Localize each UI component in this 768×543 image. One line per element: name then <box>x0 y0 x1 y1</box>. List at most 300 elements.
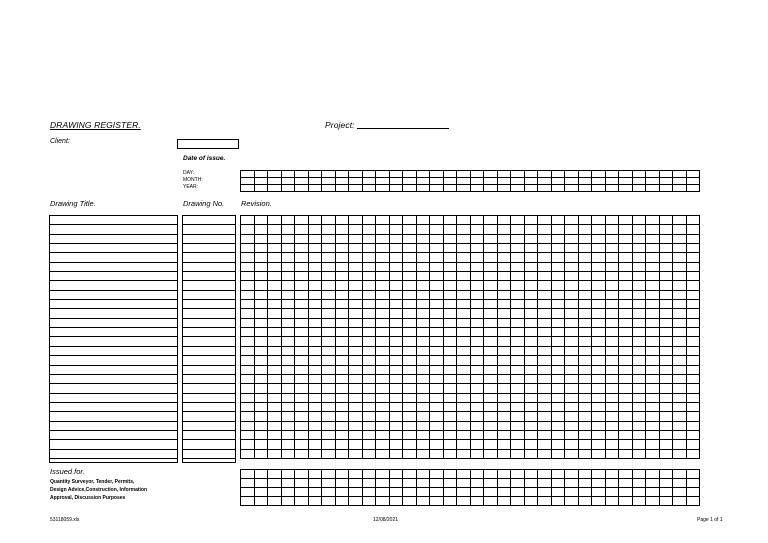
revision-cell[interactable] <box>444 253 458 262</box>
date-cell[interactable] <box>673 178 687 185</box>
revision-cell[interactable] <box>268 384 282 393</box>
revision-cell[interactable] <box>579 328 593 337</box>
drawing-number-row[interactable] <box>183 347 235 356</box>
revision-cell[interactable] <box>633 356 647 365</box>
date-cell[interactable] <box>295 178 309 185</box>
revision-cell[interactable] <box>579 412 593 421</box>
revision-cell[interactable] <box>525 291 539 300</box>
drawing-number-row[interactable] <box>183 319 235 328</box>
revision-cell[interactable] <box>255 319 269 328</box>
revision-cell[interactable] <box>633 366 647 375</box>
revision-cell[interactable] <box>646 412 660 421</box>
revision-cell[interactable] <box>457 235 471 244</box>
date-cell[interactable] <box>673 185 687 192</box>
revision-cell[interactable] <box>282 309 296 318</box>
revision-cell[interactable] <box>552 347 566 356</box>
drawing-number-row[interactable] <box>183 291 235 300</box>
date-cell[interactable] <box>538 185 552 192</box>
revision-cell[interactable] <box>592 272 606 281</box>
revision-cell[interactable] <box>471 235 485 244</box>
revision-cell[interactable] <box>646 356 660 365</box>
revision-cell[interactable] <box>268 309 282 318</box>
revision-cell[interactable] <box>363 235 377 244</box>
issue-cell[interactable] <box>660 470 674 479</box>
issue-cell[interactable] <box>241 470 255 479</box>
revision-cell[interactable] <box>646 394 660 403</box>
revision-cell[interactable] <box>687 403 701 412</box>
revision-cell[interactable] <box>673 431 687 440</box>
revision-cell[interactable] <box>336 263 350 272</box>
revision-cell[interactable] <box>282 403 296 412</box>
issue-cell[interactable] <box>511 479 525 488</box>
revision-cell[interactable] <box>660 272 674 281</box>
revision-cell[interactable] <box>606 253 620 262</box>
revision-cell[interactable] <box>646 450 660 459</box>
revision-cell[interactable] <box>592 403 606 412</box>
revision-cell[interactable] <box>471 337 485 346</box>
revision-cell[interactable] <box>565 450 579 459</box>
revision-cell[interactable] <box>444 309 458 318</box>
date-cell[interactable] <box>268 171 282 178</box>
issue-cell[interactable] <box>471 497 485 506</box>
issue-cell[interactable] <box>498 497 512 506</box>
revision-cell[interactable] <box>309 384 323 393</box>
revision-cell[interactable] <box>282 216 296 225</box>
revision-cell[interactable] <box>322 244 336 253</box>
date-cell[interactable] <box>660 178 674 185</box>
revision-cell[interactable] <box>390 347 404 356</box>
revision-cell[interactable] <box>633 422 647 431</box>
revision-cell[interactable] <box>646 347 660 356</box>
issue-cell[interactable] <box>484 488 498 497</box>
revision-cell[interactable] <box>498 450 512 459</box>
revision-cell[interactable] <box>268 225 282 234</box>
date-cell[interactable] <box>687 178 701 185</box>
revision-cell[interactable] <box>579 366 593 375</box>
date-cell[interactable] <box>417 185 431 192</box>
drawing-title-row[interactable] <box>50 403 177 412</box>
date-cell[interactable] <box>282 171 296 178</box>
revision-cell[interactable] <box>255 403 269 412</box>
revision-cell[interactable] <box>363 272 377 281</box>
date-cell[interactable] <box>430 178 444 185</box>
issue-cell[interactable] <box>403 488 417 497</box>
revision-cell[interactable] <box>525 422 539 431</box>
revision-cell[interactable] <box>363 403 377 412</box>
revision-cell[interactable] <box>295 412 309 421</box>
revision-cell[interactable] <box>538 394 552 403</box>
issue-cell[interactable] <box>565 488 579 497</box>
revision-cell[interactable] <box>322 422 336 431</box>
revision-cell[interactable] <box>282 244 296 253</box>
revision-cell[interactable] <box>255 291 269 300</box>
revision-cell[interactable] <box>417 375 431 384</box>
revision-cell[interactable] <box>646 337 660 346</box>
revision-cell[interactable] <box>390 337 404 346</box>
revision-cell[interactable] <box>336 328 350 337</box>
revision-cell[interactable] <box>268 272 282 281</box>
drawing-title-row[interactable] <box>50 440 177 449</box>
date-cell[interactable] <box>606 178 620 185</box>
revision-cell[interactable] <box>579 422 593 431</box>
issue-cell[interactable] <box>525 488 539 497</box>
issue-cell[interactable] <box>322 470 336 479</box>
revision-cell[interactable] <box>322 384 336 393</box>
issue-cell[interactable] <box>592 479 606 488</box>
revision-cell[interactable] <box>565 281 579 290</box>
date-cell[interactable] <box>633 178 647 185</box>
issue-cell[interactable] <box>687 488 701 497</box>
revision-cell[interactable] <box>268 300 282 309</box>
revision-cell[interactable] <box>376 440 390 449</box>
revision-cell[interactable] <box>552 440 566 449</box>
date-cell[interactable] <box>619 171 633 178</box>
revision-cell[interactable] <box>444 450 458 459</box>
drawing-title-row[interactable] <box>50 394 177 403</box>
revision-cell[interactable] <box>498 366 512 375</box>
revision-cell[interactable] <box>390 235 404 244</box>
issue-cell[interactable] <box>403 497 417 506</box>
drawing-title-row[interactable] <box>50 291 177 300</box>
revision-cell[interactable] <box>309 216 323 225</box>
revision-cell[interactable] <box>606 431 620 440</box>
date-cell[interactable] <box>633 171 647 178</box>
revision-cell[interactable] <box>403 263 417 272</box>
revision-cell[interactable] <box>498 281 512 290</box>
revision-cell[interactable] <box>511 281 525 290</box>
revision-cell[interactable] <box>592 253 606 262</box>
revision-cell[interactable] <box>444 422 458 431</box>
date-cell[interactable] <box>471 171 485 178</box>
revision-cell[interactable] <box>417 300 431 309</box>
revision-cell[interactable] <box>268 431 282 440</box>
revision-cell[interactable] <box>457 291 471 300</box>
revision-cell[interactable] <box>579 440 593 449</box>
revision-cell[interactable] <box>390 319 404 328</box>
revision-cell[interactable] <box>498 216 512 225</box>
revision-cell[interactable] <box>687 272 701 281</box>
revision-cell[interactable] <box>646 216 660 225</box>
revision-cell[interactable] <box>687 253 701 262</box>
revision-cell[interactable] <box>660 263 674 272</box>
revision-cell[interactable] <box>241 291 255 300</box>
revision-cell[interactable] <box>538 384 552 393</box>
date-cell[interactable] <box>498 178 512 185</box>
issue-cell[interactable] <box>538 470 552 479</box>
revision-cell[interactable] <box>255 244 269 253</box>
date-cell[interactable] <box>565 185 579 192</box>
revision-cell[interactable] <box>646 366 660 375</box>
revision-cell[interactable] <box>673 356 687 365</box>
revision-cell[interactable] <box>282 412 296 421</box>
revision-cell[interactable] <box>660 356 674 365</box>
revision-cell[interactable] <box>498 394 512 403</box>
revision-cell[interactable] <box>336 281 350 290</box>
revision-cell[interactable] <box>349 347 363 356</box>
issue-cell[interactable] <box>295 479 309 488</box>
issue-cell[interactable] <box>471 479 485 488</box>
drawing-title-row[interactable] <box>50 244 177 253</box>
revision-cell[interactable] <box>646 281 660 290</box>
issue-cell[interactable] <box>646 497 660 506</box>
date-cell[interactable] <box>336 178 350 185</box>
revision-cell[interactable] <box>403 300 417 309</box>
revision-cell[interactable] <box>687 422 701 431</box>
revision-cell[interactable] <box>255 347 269 356</box>
revision-cell[interactable] <box>417 347 431 356</box>
issue-cell[interactable] <box>336 497 350 506</box>
revision-cell[interactable] <box>552 319 566 328</box>
issue-cell[interactable] <box>538 488 552 497</box>
revision-cell[interactable] <box>403 319 417 328</box>
revision-cell[interactable] <box>322 337 336 346</box>
revision-cell[interactable] <box>552 291 566 300</box>
issue-cell[interactable] <box>565 479 579 488</box>
issue-cell[interactable] <box>471 488 485 497</box>
revision-cell[interactable] <box>525 440 539 449</box>
revision-cell[interactable] <box>525 431 539 440</box>
revision-cell[interactable] <box>592 366 606 375</box>
revision-cell[interactable] <box>349 440 363 449</box>
revision-cell[interactable] <box>349 422 363 431</box>
drawing-number-row[interactable] <box>183 309 235 318</box>
revision-cell[interactable] <box>457 403 471 412</box>
revision-cell[interactable] <box>565 300 579 309</box>
revision-cell[interactable] <box>579 319 593 328</box>
drawing-number-row[interactable] <box>183 235 235 244</box>
issue-cell[interactable] <box>498 488 512 497</box>
date-cell[interactable] <box>255 178 269 185</box>
revision-cell[interactable] <box>457 300 471 309</box>
date-cell[interactable] <box>282 185 296 192</box>
revision-cell[interactable] <box>268 347 282 356</box>
revision-cell[interactable] <box>606 263 620 272</box>
issue-cell[interactable] <box>619 488 633 497</box>
date-cell[interactable] <box>457 178 471 185</box>
revision-cell[interactable] <box>538 216 552 225</box>
revision-cell[interactable] <box>565 440 579 449</box>
revision-cell[interactable] <box>606 272 620 281</box>
revision-cell[interactable] <box>268 253 282 262</box>
revision-cell[interactable] <box>471 272 485 281</box>
revision-cell[interactable] <box>606 412 620 421</box>
revision-cell[interactable] <box>565 291 579 300</box>
revision-cell[interactable] <box>430 347 444 356</box>
date-cell[interactable] <box>363 185 377 192</box>
revision-cell[interactable] <box>619 216 633 225</box>
revision-cell[interactable] <box>457 337 471 346</box>
revision-cell[interactable] <box>363 291 377 300</box>
revision-cell[interactable] <box>390 440 404 449</box>
date-cell[interactable] <box>484 178 498 185</box>
revision-cell[interactable] <box>606 309 620 318</box>
revision-cell[interactable] <box>592 291 606 300</box>
revision-cell[interactable] <box>322 375 336 384</box>
revision-cell[interactable] <box>390 328 404 337</box>
revision-cell[interactable] <box>592 431 606 440</box>
revision-cell[interactable] <box>606 235 620 244</box>
revision-cell[interactable] <box>565 328 579 337</box>
revision-cell[interactable] <box>282 291 296 300</box>
revision-cell[interactable] <box>363 253 377 262</box>
revision-cell[interactable] <box>322 263 336 272</box>
date-cell[interactable] <box>471 185 485 192</box>
revision-cell[interactable] <box>619 328 633 337</box>
revision-cell[interactable] <box>484 366 498 375</box>
revision-cell[interactable] <box>309 366 323 375</box>
date-cell[interactable] <box>525 178 539 185</box>
revision-cell[interactable] <box>687 263 701 272</box>
revision-cell[interactable] <box>376 309 390 318</box>
revision-cell[interactable] <box>363 244 377 253</box>
revision-cell[interactable] <box>403 235 417 244</box>
revision-cell[interactable] <box>592 422 606 431</box>
drawing-number-row[interactable] <box>183 216 235 225</box>
revision-cell[interactable] <box>417 366 431 375</box>
revision-grid[interactable] <box>240 215 700 459</box>
revision-cell[interactable] <box>268 440 282 449</box>
revision-cell[interactable] <box>471 225 485 234</box>
revision-cell[interactable] <box>241 309 255 318</box>
revision-cell[interactable] <box>525 272 539 281</box>
revision-cell[interactable] <box>606 375 620 384</box>
revision-cell[interactable] <box>619 412 633 421</box>
revision-cell[interactable] <box>484 356 498 365</box>
revision-cell[interactable] <box>430 300 444 309</box>
drawing-title-row[interactable] <box>50 356 177 365</box>
revision-cell[interactable] <box>673 244 687 253</box>
issue-cell[interactable] <box>255 470 269 479</box>
issue-cell[interactable] <box>484 497 498 506</box>
revision-cell[interactable] <box>457 356 471 365</box>
revision-cell[interactable] <box>511 356 525 365</box>
revision-cell[interactable] <box>417 253 431 262</box>
issue-cell[interactable] <box>336 479 350 488</box>
revision-cell[interactable] <box>444 384 458 393</box>
revision-cell[interactable] <box>241 328 255 337</box>
issue-cell[interactable] <box>309 470 323 479</box>
issue-cell[interactable] <box>241 479 255 488</box>
revision-cell[interactable] <box>592 328 606 337</box>
issue-cell[interactable] <box>349 470 363 479</box>
revision-cell[interactable] <box>457 384 471 393</box>
revision-cell[interactable] <box>336 244 350 253</box>
revision-cell[interactable] <box>673 216 687 225</box>
revision-cell[interactable] <box>538 309 552 318</box>
revision-cell[interactable] <box>525 450 539 459</box>
revision-cell[interactable] <box>552 356 566 365</box>
revision-cell[interactable] <box>417 244 431 253</box>
revision-cell[interactable] <box>498 319 512 328</box>
revision-cell[interactable] <box>552 253 566 262</box>
issue-cell[interactable] <box>498 470 512 479</box>
revision-cell[interactable] <box>538 440 552 449</box>
revision-cell[interactable] <box>619 394 633 403</box>
revision-cell[interactable] <box>430 356 444 365</box>
issue-cell[interactable] <box>322 497 336 506</box>
revision-cell[interactable] <box>673 440 687 449</box>
revision-cell[interactable] <box>484 412 498 421</box>
revision-cell[interactable] <box>376 291 390 300</box>
revision-cell[interactable] <box>295 394 309 403</box>
revision-cell[interactable] <box>430 216 444 225</box>
revision-cell[interactable] <box>673 337 687 346</box>
date-cell[interactable] <box>268 178 282 185</box>
date-cell[interactable] <box>417 171 431 178</box>
revision-cell[interactable] <box>390 412 404 421</box>
drawing-number-row[interactable] <box>183 403 235 412</box>
revision-cell[interactable] <box>633 440 647 449</box>
revision-cell[interactable] <box>457 394 471 403</box>
revision-cell[interactable] <box>498 375 512 384</box>
drawing-number-row[interactable] <box>183 384 235 393</box>
revision-cell[interactable] <box>403 384 417 393</box>
revision-cell[interactable] <box>430 263 444 272</box>
revision-cell[interactable] <box>606 403 620 412</box>
revision-cell[interactable] <box>322 347 336 356</box>
date-cell[interactable] <box>241 171 255 178</box>
revision-cell[interactable] <box>268 263 282 272</box>
revision-cell[interactable] <box>484 328 498 337</box>
revision-cell[interactable] <box>322 328 336 337</box>
revision-cell[interactable] <box>552 422 566 431</box>
revision-cell[interactable] <box>646 403 660 412</box>
revision-cell[interactable] <box>484 216 498 225</box>
issue-cell[interactable] <box>282 488 296 497</box>
revision-cell[interactable] <box>295 328 309 337</box>
revision-cell[interactable] <box>430 450 444 459</box>
drawing-number-row[interactable] <box>183 272 235 281</box>
revision-cell[interactable] <box>565 272 579 281</box>
drawing-title-row[interactable] <box>50 281 177 290</box>
revision-cell[interactable] <box>241 225 255 234</box>
revision-cell[interactable] <box>660 300 674 309</box>
revision-cell[interactable] <box>525 384 539 393</box>
revision-cell[interactable] <box>592 300 606 309</box>
revision-cell[interactable] <box>241 244 255 253</box>
issue-cell[interactable] <box>390 479 404 488</box>
revision-cell[interactable] <box>282 281 296 290</box>
date-cell[interactable] <box>349 171 363 178</box>
issue-cell[interactable] <box>660 479 674 488</box>
date-cell[interactable] <box>552 178 566 185</box>
revision-cell[interactable] <box>552 450 566 459</box>
drawing-title-row[interactable] <box>50 450 177 459</box>
revision-cell[interactable] <box>552 366 566 375</box>
revision-cell[interactable] <box>633 375 647 384</box>
issue-cell[interactable] <box>417 470 431 479</box>
issue-cell[interactable] <box>511 497 525 506</box>
revision-cell[interactable] <box>349 375 363 384</box>
revision-cell[interactable] <box>606 422 620 431</box>
issue-cell[interactable] <box>646 470 660 479</box>
revision-cell[interactable] <box>430 291 444 300</box>
issue-cell[interactable] <box>606 488 620 497</box>
issue-cell[interactable] <box>673 470 687 479</box>
revision-cell[interactable] <box>309 291 323 300</box>
revision-cell[interactable] <box>268 422 282 431</box>
revision-cell[interactable] <box>619 244 633 253</box>
revision-cell[interactable] <box>363 450 377 459</box>
revision-cell[interactable] <box>430 244 444 253</box>
revision-cell[interactable] <box>511 422 525 431</box>
drawing-number-row[interactable] <box>183 253 235 262</box>
revision-cell[interactable] <box>538 272 552 281</box>
revision-cell[interactable] <box>295 244 309 253</box>
revision-cell[interactable] <box>579 291 593 300</box>
revision-cell[interactable] <box>322 216 336 225</box>
revision-cell[interactable] <box>538 422 552 431</box>
